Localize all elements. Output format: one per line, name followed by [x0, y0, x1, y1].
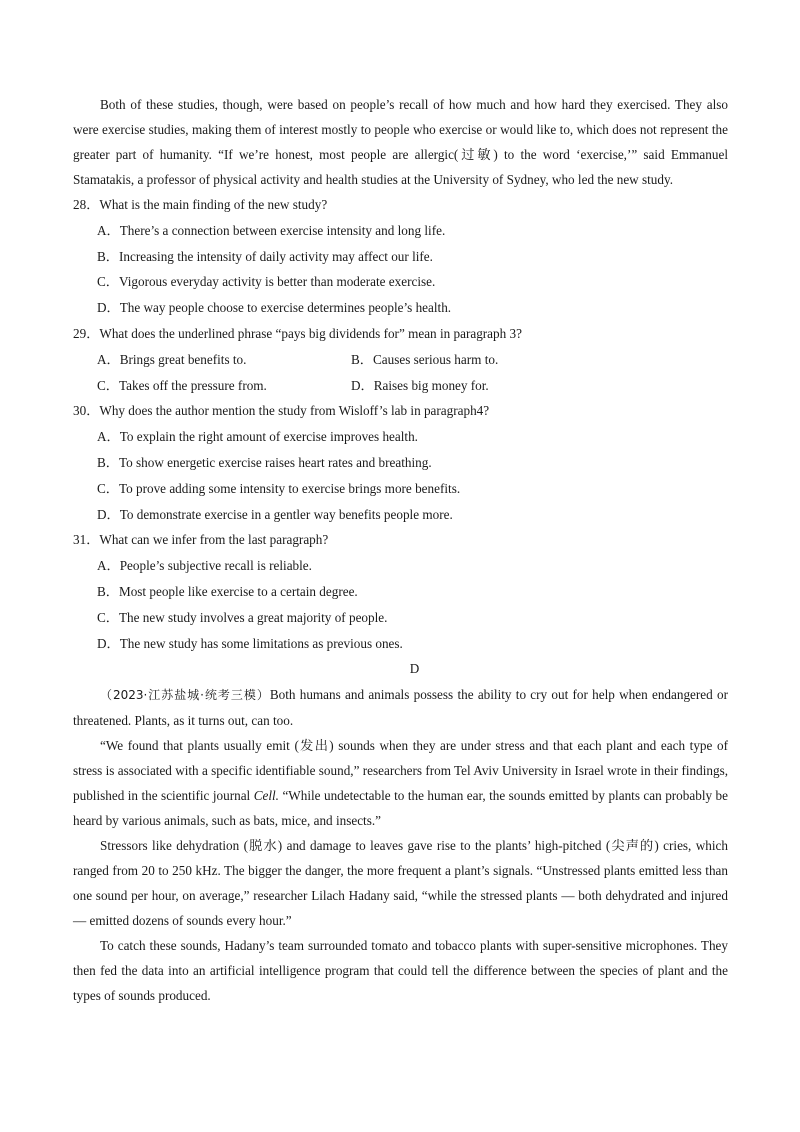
passage-d-paragraph-1 [73, 682, 728, 733]
option-c: C．Takes off the pressure from. [97, 377, 267, 393]
question-30 [73, 398, 728, 527]
journal-name: Cell. [253, 788, 279, 804]
option-a: A．Brings great benefits to. [97, 351, 247, 367]
paragraph-text: Both humans and animals possess the ability to cry out for help when endangered or threatened. Plants, as it turns out, can too. [73, 687, 728, 729]
option-b: B．Increasing the intensity of daily activity may affect our life. [97, 248, 433, 264]
option-d: D．To demonstrate exercise in a gentler way benefits people more. [97, 506, 453, 522]
option-a: A．To explain the right amount of exercise improves health. [97, 429, 418, 445]
question-stem: 31．What can we infer from the last paragraph? [73, 532, 329, 548]
option-d: D．The way people choose to exercise determines people’s health. [97, 300, 452, 316]
question-stem: 29．What does the underlined phrase “pays big dividends for” mean in paragraph 3? [73, 325, 522, 341]
passage-d-paragraph-4: To catch these sounds, Hadany’s team surrounded tomato and tobacco plants with super-sensitive microphones. They then fed the data into an artificial intelligence program that could tell the difference between the species of plant and the types of sounds produced. [73, 938, 728, 1004]
question-28 [73, 192, 728, 321]
section-heading-d: D [409, 661, 420, 677]
option-b: B．To show energetic exercise raises heart rates and breathing. [97, 454, 432, 470]
passage-d-paragraph-2 [73, 733, 728, 833]
paragraph-text: “We found that plants usually emit (发出) sounds when they are under stress and that each plant and each type of stress is associated with a specific identifiable sound,” researchers from Tel Aviv University in Israel wrote in their findings, published in the scientific journal [73, 738, 728, 804]
option-a: A．There’s a connection between exercise intensity and long life. [97, 222, 446, 238]
question-31 [73, 527, 728, 656]
option-d: D．Raises big money for. [351, 377, 489, 393]
question-stem: 28．What is the main finding of the new study? [73, 197, 328, 212]
option-b: B．Most people like exercise to a certain degree. [97, 583, 358, 599]
paragraph-text: “While undetectable to the human ear, the sounds emitted by plants can probably be heard by various animals, such as bats, mice, and insects.” [73, 788, 728, 829]
passage-d-paragraph-3: Stressors like dehydration (脱水) and damage to leaves gave rise to the plants’ high-pitched (尖声的) cries, which ranged from 20 to 250 kHz. The bigger the danger, the more frequent a plant’s signals. “Unstressed plants emitted less than one sound per hour, on average,” researcher Lilach Hadany said, “while the stressed plants — both dehydrated and injured — emitted dozens of sounds every hour.” [73, 838, 728, 929]
question-29 [73, 321, 728, 398]
passage-c-last-paragraph: Both of these studies, though, were based on people’s recall of how much and how hard they exercised. They also were exercise studies, making them of interest mostly to people who exercise or would like to, which does not represent the greater part of humanity. “If we’re honest, most people are allergic(过敏) to the word ‘exercise,’” said Emmanuel Stamatakis, a professor of physical activity and health studies at the University of Sydney, who led the new study. [73, 97, 728, 187]
page-content [73, 92, 728, 1008]
option-d: D．The new study has some limitations as previous ones. [97, 635, 403, 651]
option-c: C．The new study involves a great majority of people. [97, 609, 388, 625]
option-row [97, 373, 728, 399]
option-a: A．People’s subjective recall is reliable. [97, 558, 312, 574]
option-b: B．Causes serious harm to. [351, 351, 499, 367]
option-c: C．Vigorous everyday activity is better than moderate exercise. [97, 274, 436, 290]
option-row [97, 347, 728, 373]
source-tag: （2023·江苏盐城·统考三模） [100, 688, 270, 703]
question-stem: 30．Why does the author mention the study from Wisloff’s lab in paragraph4? [73, 403, 490, 419]
option-c: C．To prove adding some intensity to exercise brings more benefits. [97, 480, 461, 496]
